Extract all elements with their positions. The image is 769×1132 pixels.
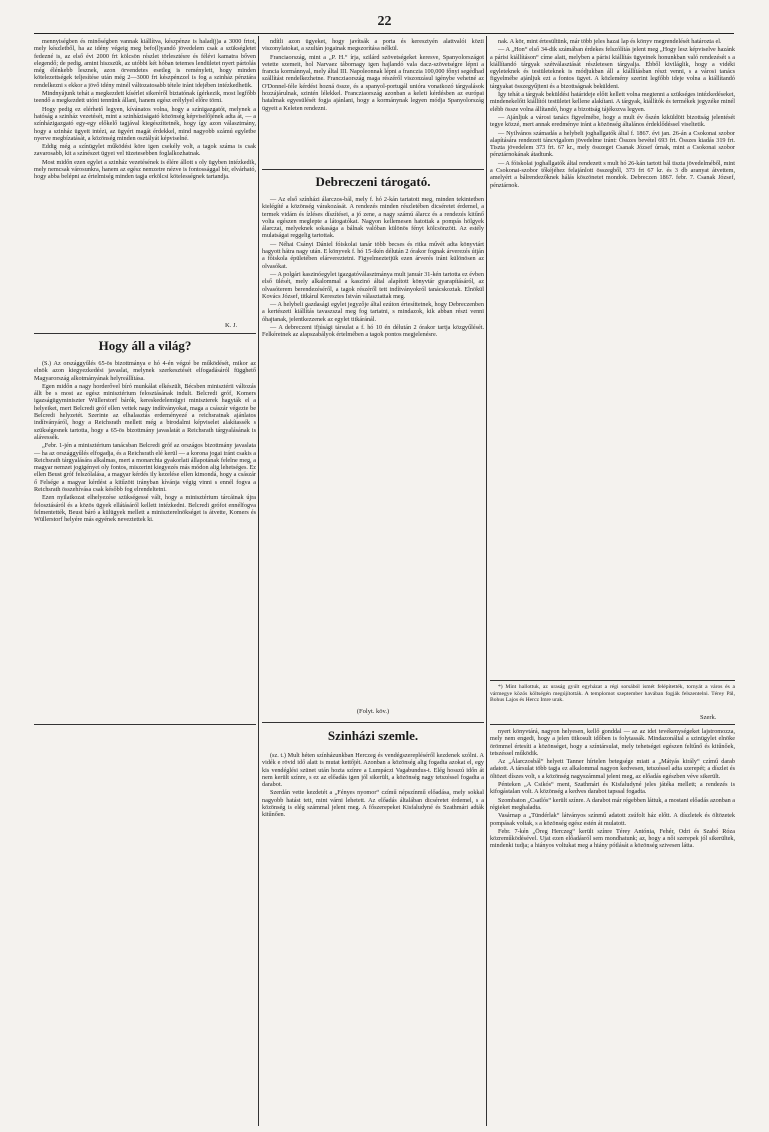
paragraph: Eddig még a színügylet működési köre igen csekély volt, a tagok száma is csak zavarosabb, kit a színészet ügyei vel tüzetesebben foglalkozhatnak. [34,143,256,158]
section-rule [34,333,256,334]
footnote [490,684,735,720]
column-1-bottom [34,360,256,1126]
paragraph: Ezen nyilatkozat elhelyezése szükségessé vált, hogy a minisztérium tárcáinak újra felosztásáról és a közös ügyek ellátásáról kellett intézkedni. Belcredi grófot ennélfogva felmentették, Beust báró a külügyek mellett a miniszterelnökséget is átvette, Komers és Wüllerstorf helyére más egyének neveztettek ki. [34,494,256,524]
paragraph: Így tehát a tárgyak beküldési határideje előtt kellett volna megtenni a szükséges intézkedéseket, mindenekelőtt kiállítói testületet kellene alakítani. A tárgyak, kiállítók és termékek jegyzéke minél elébb össze volna állítandó, hogy a bizottság tájékozva legyen. [490,91,735,113]
paragraph: Franciaország, mint a „P. H.“ írja, szilárd szövetségeket keresve, Spanyolországot vetette szemeit, hol Narvaez tábornagy igen hajlandó vala dacz-szövetségre lépni a francia kormánnyal, mely által III. Napoleonnak lépni a franczia 100,000 főnyi segédhad szállítást rendelkezhetne. Francziaország maga részéről viszonzásul igénybe vehetné az O'Donnel-féle kérdést hozná össze, és a spanyol-portugál unióra vonatkozó tárgyalások hozzájárulnak, szintén lélekkel. Francziaország azonban a keleti kérdésben az európai hatalmak egyesülését fogja ajánlani, hogy a kormánynak legyen módja Spanyolország ügyeit a Keleten rendezni. [262,53,484,112]
paragraph: ndítli azon ügyeket, hogy javítsák a porta és keresztyén alattvalói közti viszonylatokat, a szultán jogainak megszorítása nélkül. [262,38,484,53]
paragraph: Febr. 7-kén „Öreg Herczeg“ került színre Térey Antónia, Fehér, Odri és Szabó Róza közreműködésével. Ujat ezen előadásról sem mondhatunk; az, hogy a női szerepek jól sikerültek, mindenki tudja; a hiányos voltukat meg a hiány pótlását a közönség szivesen látta. [490,827,735,850]
footnote-text: *) Mint hallottuk, az uraság gyúlt egyházat a régi sorsából ismét felépítették, tornyát a város és a vármegye közös költségén megújították. A templomot szeptember havában fogják felszentelni. Térey Pál, Bohus Lajos és Hercz Imre urak. [490,684,735,704]
paragraph: — A „Hon“ első 34-dik számában érdekes felszólítás jelent meg „Hogy lesz képviselve hazánk a párisi kiállításon“ címe alatt, melyben a párisi kiállítás ügyeinek honunkban való rendezését s a kiállítandó tárgyak szétválasztását részletesen tárgyalja. Ebből kiviláglik, hogy a vidéki egyleteknek és testületeknek is módjukban áll a kiállításban részt venni, s a városi tanács figyelmébe ajánljuk ezt a fontos ügyet. A közlemény szerint legfőbb ideje volna a kiállítandó tárgyakat összegyűjteni és a bizottságnak beküldeni. [490,46,735,90]
paragraph: — Ajánljuk a városi tanács figyelmébe, hogy a mult év őszén kiküldött bizottság jelentését tegye közzé, mert annak eredménye iránt a közönség általános érdeklődéssel viseltetik. [490,113,735,129]
column-1-top [34,38,256,322]
paragraph: mennyiségben és minőségben vannak kiállítva, készpénze is halad(j)a a 3000 frtot, mely készletből, ha az idény végeig meg befo(l)yandó jövedelem csak a szükségletet fedezné is, az első évi 2000 frt kölcsön részlet törlesztésre és félévi kamatra bőven elegendő; de pedig, amint hiszszük, az utóbbi két hóban tetemes lendületet nyert pártolás még élénkebb lesznek, azon örvendetes esetleg is reménylett, hogy minden kötelezettségek teljesítése után még 2—3000 frt készpénzzel is fog a szinház pénztára rendelkezni s ekkor a jövő idény minél változatosabb tétele iránt idejében intézkedhetik. [34,38,256,89]
paragraph: Hogy pedig ez elérhető legyen, kívánatos volna, hogy a színigazgatót, melynek a hatóság a szinház vezetését, mint a szinháziságató közönség képviselőjének adta át, — a színházigazgató egy-egy előkelő tagjával kiegészíttetnék, hogy így azon választmány, hogy a szinház ügyeit intézi, az ügyért magát érdekkel, mind nagyobb számú egyletbe nyerve megbízatását, a közönség minden osztályát képviselné. [34,105,256,142]
paragraph: „Febr. 1-jén a minisztérium tanácsban Belcredi gróf az országos bizottmány javaslata — ha az országgyűlés elfogadja, és a Reichsrath elé kerül — a korona jogai iránt csakis a Reichsrath tárgyalására alkalmas, mert a monarchia gyakorlati állapotának felelne meg, a magyar nemzet jogigényei oly fontos, miszerint kiegyezés más módon alig lehetséges. Ez ellen Beust gróf felszólalása, a magyar kérdés ily kezelése ellen kimondá, hogy a császár ő Felsége a magyar kérdést a kitűzött irányban kívánja végig vinni s ennél fogva a Reichsrath összehívása csak később fog elrendeltetni. [34,442,256,494]
paragraph: — Néhai Csányi Dániel fóiskolai tanár több becses és ritka művét adta könyvtárt hagyott hátra nagy után. E könyvek f. hó 15-ikén délután 2 órakor fognak árverezés útján a főiskola épületében elárvereztetni. Figyelmeztetjük ezen árverés iránt különösen az olvasókat. [262,240,484,270]
section-rule [490,724,735,725]
header-rule [34,33,734,34]
page-number: 22 [377,14,392,29]
section-rule [262,722,484,723]
signature: K. J. [225,322,238,329]
column-3-bottom [490,728,735,1126]
paragraph: — A fóiskolai joghallgatók által rendezett s mult hó 26-kán tartott bál tiszta jövedelméből, mint a Csokonai-szobor tőkéjéhez felajánlott összegből, 373 frt 67 kr. és 3 db aranyat átvettem, amelyért a bálrendezőknek hálás köszönetet mondok. Debreczen 1867. febr. 7. Csanak József, pénztárnok. [490,159,735,189]
column-2-middle [262,196,484,704]
section-rule [34,724,256,725]
paragraph: Az „Álarczosbál“ helyett Tanner hírtelen betegsége miatt a „Mátyás király“ czímű darab adatott. A társulat több tagja ez alkalommal nagyon kedvesen, tetszéssel adta szerepét; a díszlet és öltözet díszes volt, s a közönség nagyszámmal jelent meg, az előadás egészben véve sikerült. [490,758,735,780]
column-2-bottom [262,752,484,1126]
paragraph: nyert könyvtárá, nagyon helyesen, kellő gonddal — az az idei tevékenységeket lajstromozza, mely nem engedi, hogy a jelen titkosult időben is folytassák. Mindazonáltal a szinügylet elnöke örömmel értesíti a közönséget, hogy a színtársulat, mely tehetségei egészen feltűnő és kitűnőek, tetszéssel működik. [490,728,735,757]
paragraph: — Az első színházi álarczos-bál, mely f. hó 2-kán tartatott meg, minden tekintetben kielégíté a közönség várakozását. A rendezés minden részletében dicséretet érdemel, a termek vidám és ízléses díszítései, a jó zene, a nagy számú álarcz és a rendezés kitűnő volta egészen meglepte a látogatókat. Nagyon kellemesen hatottak a pompás hölgyek álarczai, melyeknek sokasága a bálnak valóban különös fényt kölcsönzött. Az estély mulatságai reggelig tartottak. [262,196,484,240]
section-heading-theatre: Szinházi szemle. [327,728,419,743]
paragraph: Egen midőn a nagy horderővel bíró munkálat elkészült, Bécsben minisztérii változás állt be s most az egész minisztérium felosztásának indult. Belcredi gróf, Komers igazságügyminiszter Wüllerstorf bárók, kereskedelemügyi miniszterek hagyták el a helyeiket, mert Belcredi gróf ellen vettek nagy indítványokat, maga a császár végezte be Belcredi helyzetét. Szerinte az elhalasztás erdeményezé a reichsratnak ajánlatos indítványáról, hogy a Reichsrath mellett még a birodalmi képviselet alakítassék s szükségesnek tartotta, hogy a 65-ös bizottmány javaslatát a Reichsrath tárgyalásának is alávessék. [34,382,256,441]
column-divider [486,36,487,1126]
column-3-top [490,38,735,678]
paragraph: nak. A kör, mint értesültünk, már több jeles hazai lap és könyv megrendelését határozta el. [498,38,722,45]
paragraph: Vasárnap a „Tündérlak“ látványos színmű adatott zsúfolt ház előtt. A díszletek és öltözetek pompásak voltak, s a közönség egész estén át mulatott. [490,812,735,827]
section-heading-world: Hogy áll a világ? [98,338,192,353]
column-2-top [262,38,484,166]
paragraph: (sz. t.) Mult héten színházunkban Herczeg és vendégszerepléséről kezdenek szólni. A vidék e rövid idő alatt is mutat kettőjét. Azonban a közönség alig fogadta azokat el, egy kis vendéglési szünet után hozta színre a Lumpáczi Vagabundus-t. Elég hosszú időn át nem került színre, s ez az előadás igen jól sikerült, a közönség nagy tetszéssel fogadta a darabot. [262,752,484,789]
paragraph: — A helybeli gazdasági egylet jegyzője által ezúton értesíttetnek, hogy Debreczenben a kertészeti kiállítás tavaszszal meg fog tartatni, s mindazok, kik abban részt venni óhajtanak, jelentkezzenek az egylet titkáránál. [262,301,484,323]
paragraph: — A debreczeni ifjúsági társulat a f. hó 10 én délután 2 órakor tartja közgyűlését. Felkéretnek az alapszabályok értelmében a tagok pontos megjelenésre. [262,324,484,339]
paragraph: Mindnyájunk tehát a megkezdett kísérlet sikeréről biztatónak ígérkezik, most legfőbb teendő a megkezdett utóni tennünk állani, hanem egész erélylyel előre törni. [34,90,256,105]
paragraph: Most midőn ezen egylet a szinház vezetésének is élére állott s oly ügyben intézkedik, mely nemcsak városunkra, hanem az egész nemzetre nézve is fontossággal bír, elvárható, hogy abba belépni az értelmiség minden tagja erkölcsi kötelességnek tartandja. [34,158,256,181]
paragraph: (S.) Az országgyűlés 65-ös bizottmánya e hó 4-én végzé be működését, mikor az elnök azon kiegyezkedési javaslat, melynek szerkesztését elfogadásáról függhető Magyarország alkotmányának helyreállítása. [34,360,256,382]
footnote-rule [490,680,735,681]
paragraph: Szerdán vette kezdetét a „Fényes nyomor“ czímű népszínmű előadása, mely sokkal nagyobb hatást tett, mint várni lehetett. Az előadás általában dicséretet érdemel, s a közönség is elég számmal jelent meg. A főszerepeket Kisfaludyné és Szathmári adták kitűnően. [262,789,484,819]
paragraph: Szombaton „Csatlós“ került színre. A darabot már régebben láttuk, a mostani előadás azonban a régieket meghaladta. [490,796,735,811]
paragraph: — Nyilvános számadás a helybeli joghallgatók által f. 1867. évi jan. 26-án a Csokonai szobor alapítására rendezett táncvigalom jövedelme iránt: Összes bevétel 693 frt. Összes kiadás 319 frt. Tiszta jövedelem 373 frt. 67 kr., mely összeget Csanak József úrnak, mint a Csokonai szobor pénztárnokának átadtunk. [490,129,735,159]
section-rule [262,169,484,170]
continued-note: (Folyt. köv.) [356,708,390,715]
signature: Szerk. [700,714,717,721]
paragraph: Pénteken „A Csikós“ ment, Szathmári és Kisfaludyné jeles játéka mellett; a rendezés is kifogástalan volt. A közönség a kedves darabot tapssal fogadta. [490,781,735,796]
column-divider [258,36,259,1126]
paragraph: — A polgári kaszinóegylet igazgatóválasztmánya mult január 31-kén tartotta ez évben első ülését, mely alkalommal a kaszinó által alapított könyvtár gyarapításáról, az olvasóterem berendezéséről, a tagok részéről tett indítványokról tanácskoztak. Elnökül Kovács József, titkárul Keresztes István választattak meg. [262,270,484,300]
section-heading-debrecen: Debreczeni tárogató. [315,174,431,189]
